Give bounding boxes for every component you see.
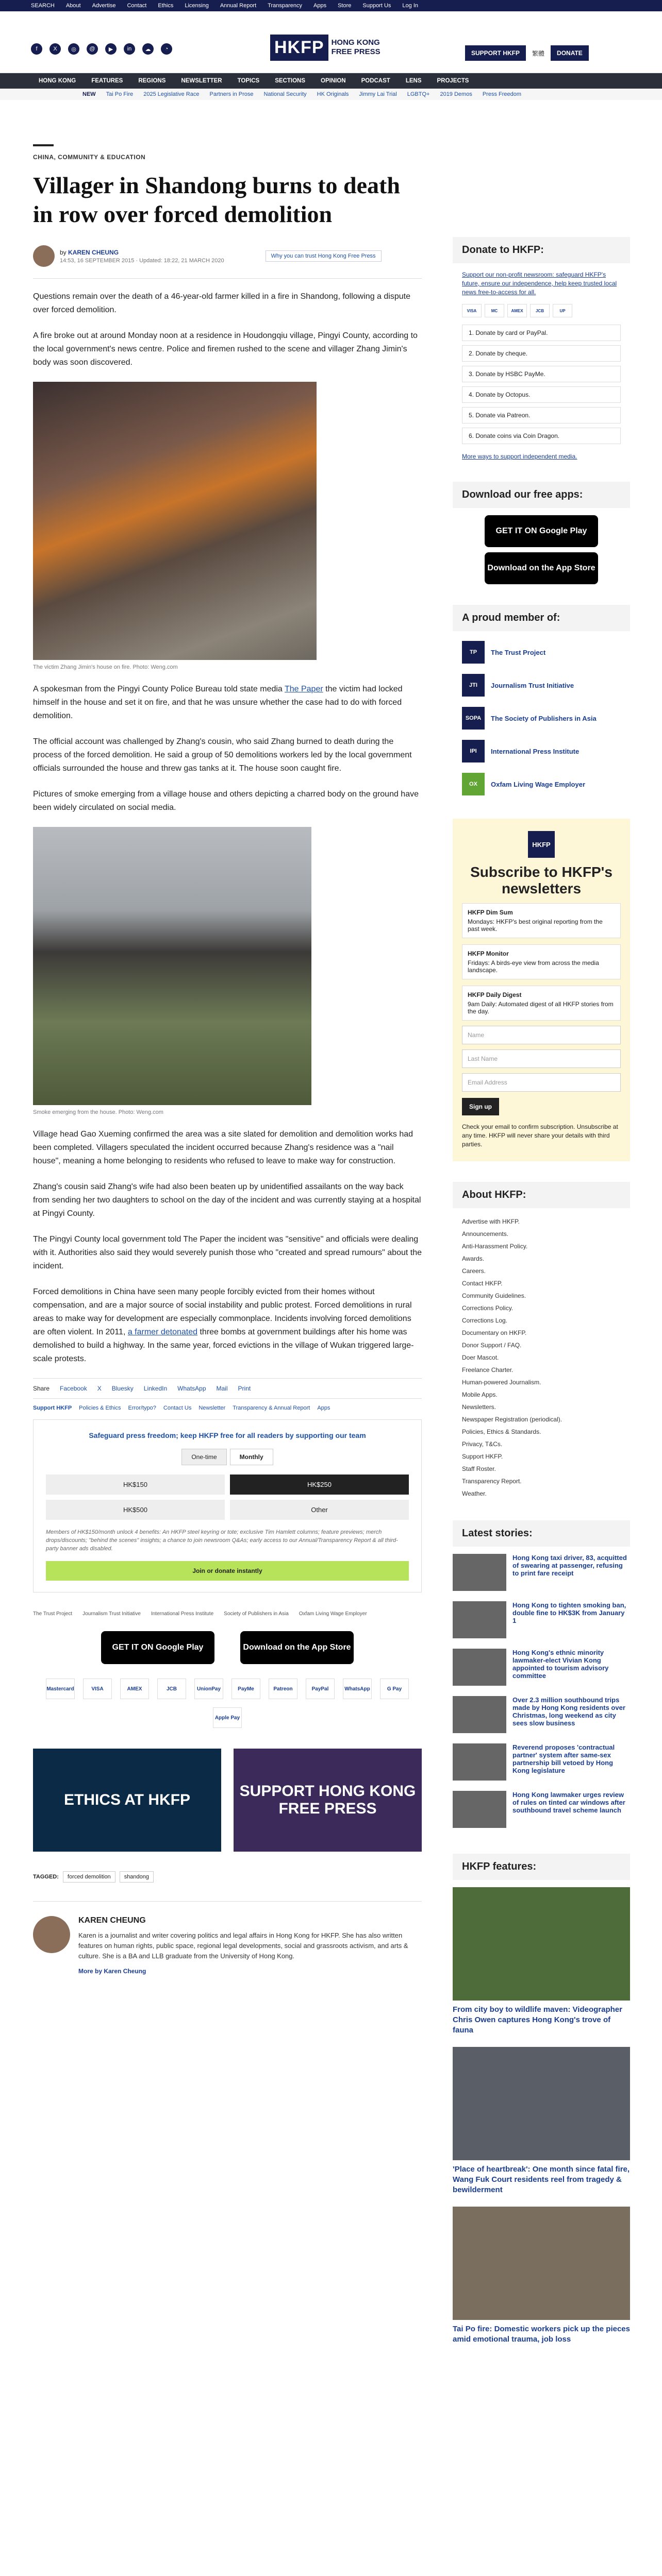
trust-promo-link[interactable]: Why you can trust Hong Kong Free Press	[266, 250, 382, 262]
about-link[interactable]: Staff Roster.	[462, 1465, 496, 1472]
sidebar-app-store-button[interactable]: Download on the App Store	[485, 552, 598, 584]
latest-heading: Latest stories:	[453, 1520, 630, 1547]
member-heading: A proud member of:	[453, 605, 630, 631]
about-link[interactable]: Support HKFP.	[462, 1453, 503, 1460]
facebook-icon[interactable]: f	[31, 43, 42, 55]
paragraph: Pictures of smoke emerging from a village house and others depicting a charred body on the ground have been widely circulated on social media.	[33, 790, 419, 812]
transparency-link[interactable]: Transparency & Annual Report	[233, 1405, 310, 1411]
main-nav	[0, 73, 662, 89]
site-logo[interactable]	[270, 30, 392, 65]
share-bar	[33, 1378, 422, 1399]
advertise-link[interactable]: Advertise	[92, 3, 116, 9]
header-actions	[465, 45, 589, 61]
farmer-link[interactable]: a farmer detonated	[127, 1328, 198, 1336]
tagged-label: TAGGED:	[33, 1874, 59, 1880]
paragraph: Questions remain over the death of a 46-year-old farmer killed in a fire in Shandong, following a dispute over forced demolition.	[33, 292, 410, 314]
share-mail[interactable]: Mail	[216, 1385, 228, 1392]
nav-podcast[interactable]: PODCAST	[361, 78, 390, 84]
donate-option[interactable]: 2. Donate by cheque.	[462, 345, 621, 362]
nav-regions[interactable]: REGIONS	[138, 78, 166, 84]
author-box-name[interactable]: KAREN CHEUNG	[78, 1916, 146, 1925]
share-facebook[interactable]: Facebook	[60, 1385, 87, 1392]
site-header	[0, 11, 662, 73]
about-link[interactable]: Mobile Apps.	[462, 1391, 498, 1398]
share-bluesky[interactable]: Bluesky	[111, 1385, 134, 1392]
trending-bar	[0, 89, 662, 100]
nav-hong-kong[interactable]: HONG KONG	[39, 78, 76, 84]
about-link[interactable]: About	[65, 3, 81, 9]
by-label: by	[60, 248, 67, 256]
about-link[interactable]: Corrections Log.	[462, 1317, 508, 1324]
newsletter-title: Subscribe to HKFP's newsletters	[470, 864, 613, 896]
member-logo[interactable]: IPI International Press Institute	[453, 737, 630, 765]
newsletter-note: Check your email to confirm subscription. Unsubscribe at any time. HKFP will never share your details with third parties.	[462, 1123, 618, 1148]
trending-link[interactable]: Partners in Prose	[209, 91, 254, 97]
google-pay-icon[interactable]: G Pay	[380, 1679, 409, 1699]
sidebar-payment-icons	[453, 304, 630, 317]
logo-mark: HKFP	[270, 35, 328, 61]
payment-methods	[33, 1679, 422, 1728]
trending-link[interactable]: National Security	[263, 91, 307, 97]
jcb-icon[interactable]: JCB	[157, 1679, 186, 1699]
new-label: NEW	[82, 91, 96, 97]
story-thumbnail	[453, 1649, 506, 1686]
about-link[interactable]: Newsletters.	[462, 1403, 496, 1411]
donate-widget	[33, 1419, 422, 1592]
about-link[interactable]: Policies, Ethics & Standards.	[462, 1428, 541, 1435]
article-date: 14:53, 16 SEPTEMBER 2015 · Updated: 18:22, 21 MARCH 2020	[60, 257, 224, 264]
the-paper-link[interactable]: The Paper	[284, 685, 323, 693]
author-name[interactable]: KAREN CHEUNG	[68, 248, 119, 256]
store-link[interactable]: Store	[338, 3, 352, 9]
story-thumbnail	[453, 1601, 506, 1638]
divider	[33, 278, 422, 279]
about-link[interactable]: Awards.	[462, 1255, 485, 1262]
latest-story[interactable]: Hong Kong to tighten smoking ban, double fine to HK$3K from January 1	[453, 1601, 630, 1649]
newsletter-link[interactable]: Newsletter	[198, 1405, 226, 1411]
donate-option[interactable]: 3. Donate by HSBC PayMe.	[462, 366, 621, 382]
story-thumbnail	[453, 1554, 506, 1591]
payme-icon[interactable]: PayMe	[231, 1679, 260, 1699]
feature-title[interactable]: Tai Po fire: Domestic workers pick up the pieces amid emotional trauma, job loss	[453, 2325, 630, 2344]
transparency-link[interactable]: Transparency	[268, 3, 302, 9]
member-logo[interactable]: TP The Trust Project	[453, 638, 630, 666]
donate-button[interactable]: DONATE	[551, 45, 589, 61]
about-link[interactable]: Weather.	[462, 1490, 487, 1497]
apps-link[interactable]: Apps	[317, 1405, 330, 1411]
nav-sections[interactable]: SECTIONS	[275, 78, 306, 84]
about-link[interactable]: Human-powered Journalism.	[462, 1379, 541, 1386]
ethics-link[interactable]: Ethics	[158, 3, 174, 9]
sopa-icon: SOPA	[462, 707, 485, 730]
nav-lens[interactable]: LENS	[405, 78, 422, 84]
feature-image[interactable]	[453, 2207, 630, 2320]
promo-banners	[33, 1749, 422, 1852]
sidebar	[453, 237, 630, 2345]
card-icon: MC	[485, 304, 504, 317]
unionpay-icon[interactable]: UnionPay	[194, 1679, 223, 1699]
paragraph: A spokesman from the Pingyi County Police Bureau told state media The Paper the victim had locked himself in the house and set it on fire, and that he was unsure whether the case had to do with forced demolition.	[33, 685, 403, 720]
tab-one-time[interactable]: One-time	[181, 1449, 226, 1465]
about-link[interactable]: Donor Support / FAQ.	[462, 1342, 522, 1349]
search-link[interactable]: SEARCH	[31, 3, 55, 9]
support-banner[interactable]: SUPPORT HONG KONG FREE PRESS	[234, 1749, 422, 1852]
trending-link[interactable]: Tai Po Fire	[106, 91, 134, 97]
article-title: Villager in Shandong burns to death in row over forced demolition	[33, 172, 400, 227]
member-logo[interactable]: SOPA The Society of Publishers in Asia	[453, 704, 630, 732]
donate-option[interactable]: 1. Donate by card or PayPal.	[462, 325, 621, 341]
ipi-logo[interactable]: International Press Institute	[151, 1611, 214, 1617]
instagram-icon[interactable]: ◎	[68, 43, 79, 55]
about-link[interactable]: Anti-Harassment Policy.	[462, 1243, 528, 1250]
latest-story[interactable]: Over 2.3 million southbound trips made by Hong Kong residents over Christmas, long weekend as city sees slow business	[453, 1696, 630, 1743]
join-button[interactable]: Join or donate instantly	[46, 1561, 409, 1581]
tag-link[interactable]: forced demolition	[63, 1871, 115, 1883]
signup-button[interactable]: Sign up	[462, 1098, 499, 1115]
features-heading: HKFP features:	[453, 1854, 630, 1880]
about-link[interactable]: Doer Mascot.	[462, 1354, 499, 1361]
nav-projects[interactable]: PROJECTS	[437, 78, 469, 84]
top-utility-bar	[0, 0, 662, 11]
author-box	[33, 1901, 422, 1975]
newsletter-option[interactable]: HKFP Daily Digest 9am Daily: Automated digest of all HKFP stories from the day.	[462, 986, 621, 1021]
feature-image[interactable]	[453, 1887, 630, 2001]
byline	[33, 245, 422, 267]
first-name-input[interactable]: Name	[462, 1026, 621, 1044]
amount-option[interactable]: HK$150	[46, 1475, 225, 1495]
apps-heading: Download our free apps:	[453, 482, 630, 508]
partner-logos	[33, 1611, 422, 1617]
nav-opinion[interactable]: OPINION	[321, 78, 346, 84]
share-linkedin[interactable]: LinkedIn	[143, 1385, 168, 1392]
paragraph: The Pingyi County local government told The Paper the incident was "sensitive" and officials were dealing with it. Authorities also said they would severely punish those who "created and spread rumours" about the incident.	[33, 1235, 422, 1270]
member-logo[interactable]: OX Oxfam Living Wage Employer	[453, 770, 630, 798]
language-link[interactable]: 繁體	[532, 49, 545, 57]
paragraph: Forced demolitions in China have seen many people forcibly evicted from their homes without compensation, and are a major source of social instability and public protest. Forced demolitions in rural areas to make way for development are especially commonplace. Incidents involving forced demolitions are often violent. In 2011, a farmer detonated three bombs at government buildings after his home was demolished to build a highway. In the same year, forced evictions in the village of Wukan triggered large-scale protests.	[33, 1287, 414, 1363]
feature-title[interactable]: From city boy to wildlife maven: Videographer Chris Owen captures Hong Kong's trove of fauna	[453, 2005, 622, 2035]
about-link[interactable]: Documentary on HKFP.	[462, 1329, 527, 1336]
typo-link[interactable]: Error/typo?	[128, 1405, 156, 1411]
app-store-button[interactable]: Download on the App Store	[240, 1631, 354, 1664]
donate-widget-title: Safeguard press freedom; keep HKFP free for all readers by supporting our team	[89, 1431, 366, 1439]
paragraph: Village head Gao Xueming confirmed the area was a site slated for demolition and demolition works had been completed. Villagers speculated the incident occurred because Zhang's residence was a "nail house", meaning a home belonging to residents who refused to leave to make way for construction.	[33, 1130, 413, 1165]
more-ways-link[interactable]: More ways to support independent media.	[462, 453, 577, 460]
login-link[interactable]: Log In	[402, 3, 418, 9]
trust-project-icon: TP	[462, 641, 485, 664]
latest-story[interactable]: Hong Kong lawmaker urges review of rules on tinted car windows after southbound travel scheme launch	[453, 1791, 630, 1838]
story-thumbnail	[453, 1696, 506, 1733]
email-input[interactable]: Email Address	[462, 1073, 621, 1092]
more-by-author-link[interactable]: More by Karen Cheung	[78, 1968, 146, 1975]
latest-story[interactable]: Reverend proposes 'contractual partner' system after same-sex partnership bill vetoed by Hong Kong legislature	[453, 1743, 630, 1791]
bluesky-icon[interactable]: ☁	[142, 43, 154, 55]
donate-text: Support our non-profit newsroom: safeguard HKFP's future, ensure our independence, help keep trusted local news free-to-access for all.	[462, 271, 617, 296]
amex-icon[interactable]: AMEX	[120, 1679, 149, 1699]
story-thumbnail	[453, 1791, 506, 1828]
fire-photo	[33, 382, 317, 660]
share-whatsapp[interactable]: WhatsApp	[177, 1385, 206, 1392]
apps-link[interactable]: Apps	[313, 3, 327, 9]
trending-link[interactable]: Jimmy Lai Trial	[359, 91, 397, 97]
trending-link[interactable]: 2025 Legislative Race	[143, 91, 200, 97]
contact-link[interactable]: Contact Us	[163, 1405, 192, 1411]
sidebar-google-play-button[interactable]: GET IT ON Google Play	[485, 515, 598, 547]
feature-image[interactable]	[453, 2047, 630, 2160]
tags	[33, 1871, 422, 1883]
nav-features[interactable]: FEATURES	[91, 78, 123, 84]
newsletter-signup	[453, 819, 630, 1161]
google-play-button[interactable]: GET IT ON Google Play	[101, 1631, 214, 1664]
visa-icon[interactable]: VISA	[83, 1679, 112, 1699]
annual-report-link[interactable]: Annual Report	[220, 3, 257, 9]
about-link[interactable]: Community Guidelines.	[462, 1292, 526, 1299]
donate-option[interactable]: 4. Donate by Octopus.	[462, 386, 621, 403]
about-link[interactable]: Transparency Report.	[462, 1478, 522, 1485]
trending-link[interactable]: HK Originals	[317, 91, 349, 97]
donate-heading: Donate to HKFP:	[453, 237, 630, 263]
hkfp-badge-icon: HKFP	[528, 831, 555, 858]
trust-project-logo[interactable]: The Trust Project	[33, 1611, 73, 1617]
donate-frequency-tabs	[46, 1449, 409, 1465]
app-download-buttons	[33, 1631, 422, 1664]
threads-icon[interactable]: @	[87, 43, 98, 55]
social-icons	[31, 43, 172, 55]
about-link[interactable]: Corrections Policy.	[462, 1304, 514, 1312]
share-label: Share	[33, 1385, 50, 1392]
trending-link[interactable]: Press Freedom	[482, 91, 522, 97]
article-main	[33, 144, 422, 1975]
x-icon[interactable]: X	[49, 43, 61, 55]
about-link[interactable]: Advertise with HKFP.	[462, 1218, 520, 1225]
donate-options	[453, 325, 630, 444]
about-link[interactable]: Privacy, T&Cs.	[462, 1440, 503, 1448]
paragraph: The official account was challenged by Zhang's cousin, who said Zhang burned to death during the process of the forced demolition. He said a group of 50 demolitions workers led by the local government officials surrounded the house and threw gas tanks at it. The house soon caught fire.	[33, 737, 412, 773]
amount-other[interactable]: Other	[230, 1500, 409, 1520]
author-avatar	[33, 1916, 70, 1953]
card-icon: VISA	[462, 304, 482, 317]
oxfam-logo[interactable]: Oxfam Living Wage Employer	[299, 1611, 367, 1617]
contact-link[interactable]: Contact	[127, 3, 147, 9]
linkedin-icon[interactable]: in	[124, 43, 135, 55]
share-x[interactable]: X	[97, 1385, 102, 1392]
share-print[interactable]: Print	[238, 1385, 251, 1392]
latest-story[interactable]: Hong Kong taxi driver, 83, acquitted of swearing at passenger, refusing to print fare receipt	[453, 1554, 630, 1601]
support-links	[33, 1405, 422, 1411]
last-name-input[interactable]: Last Name	[462, 1049, 621, 1068]
donation-amounts	[46, 1475, 409, 1520]
story-thumbnail	[453, 1743, 506, 1781]
paragraph: A fire broke out at around Monday noon at a residence in Houdongqiu village, Pingyi County, according to the local government's news centre. Police and firemen rushed to the scene and villager Zhang Jimin's body was soon discovered.	[33, 331, 418, 367]
about-heading: About HKFP:	[453, 1182, 630, 1208]
card-icon: JCB	[530, 304, 550, 317]
tab-monthly[interactable]: Monthly	[230, 1449, 273, 1465]
ipi-icon: IPI	[462, 740, 485, 762]
youtube-icon[interactable]: ▶	[105, 43, 117, 55]
latest-story[interactable]: Hong Kong's ethnic minority lawmaker-elect Vivian Kong appointed to tourism advisory committee	[453, 1649, 630, 1696]
about-link[interactable]: Announcements.	[462, 1230, 509, 1238]
nav-topics[interactable]: TOPICS	[237, 78, 260, 84]
donate-option[interactable]: 6. Donate coins via Coin Dragon.	[462, 428, 621, 444]
support-us-link[interactable]: Support Us	[362, 3, 391, 9]
member-benefits: Members of HK$150/month unlock 4 benefits: An HKFP steel keyring or tote; exclusive Tim Hamlett columns; feature previews; merch drops/discounts; "behind the scenes" insights; a chance to join newsroom Q&As; early access to our Annual/Transparency Report & all third-party banner ads disabled.	[46, 1529, 398, 1552]
smoke-photo	[33, 827, 311, 1105]
mastercard-icon[interactable]: Mastercard	[46, 1679, 75, 1699]
divider	[33, 144, 54, 146]
sopa-logo[interactable]: Society of Publishers in Asia	[224, 1611, 289, 1617]
licensing-link[interactable]: Licensing	[185, 3, 209, 9]
amount-option[interactable]: HK$500	[46, 1500, 225, 1520]
trending-link[interactable]: LGBTQ+	[407, 91, 430, 97]
trending-link[interactable]: 2019 Demos	[440, 91, 472, 97]
support-hkfp-link[interactable]: Support HKFP	[33, 1405, 72, 1411]
article-category[interactable]: CHINA, COMMUNITY & EDUCATION	[33, 154, 146, 161]
patreon-icon[interactable]: Patreon	[269, 1679, 297, 1699]
amount-option[interactable]: HK$250	[230, 1475, 409, 1495]
jti-logo[interactable]: Journalism Trust Initiative	[82, 1611, 141, 1617]
author-avatar	[33, 245, 55, 267]
whatsapp-icon[interactable]: WhatsApp	[343, 1679, 372, 1699]
jti-icon: JTI	[462, 674, 485, 697]
paypal-icon[interactable]: PayPal	[306, 1679, 335, 1699]
about-link[interactable]: Freelance Charter.	[462, 1366, 514, 1374]
about-link[interactable]: Newspaper Registration (periodical).	[462, 1416, 562, 1423]
apple-pay-icon[interactable]: Apple Pay	[213, 1707, 242, 1728]
about-link[interactable]: Contact HKFP.	[462, 1280, 503, 1287]
nav-newsletter[interactable]: NEWSLETTER	[181, 78, 222, 84]
newsletter-option[interactable]: HKFP Monitor Fridays: A birds-eye view from across the media landscape.	[462, 944, 621, 979]
author-bio: Karen is a journalist and writer covering politics and legal affairs in Hong Kong for HKFP. She has also written features on human rights, public space, regional legal developments, social and grassroots activism, and arts & culture. She is a BA and LLB graduate from the University of Hong Kong.	[78, 1931, 408, 1960]
feature-title[interactable]: 'Place of heartbreak': One month since fatal fire, Wang Fuk Court residents reel from tragedy & bewilderment	[453, 2165, 630, 2194]
card-icon: AMEX	[507, 304, 527, 317]
support-hkfp-button[interactable]: SUPPORT HKFP	[465, 45, 526, 61]
photo-caption: The victim Zhang Jimin's house on fire. Photo: Weng.com	[33, 664, 178, 670]
rss-icon[interactable]: ◔	[161, 43, 172, 55]
about-link[interactable]: Careers.	[462, 1267, 486, 1275]
newsletter-option[interactable]: HKFP Dim Sum Mondays: HKFP's best original reporting from the past week.	[462, 903, 621, 938]
oxfam-icon: OX	[462, 773, 485, 795]
photo-caption: Smoke emerging from the house. Photo: Weng.com	[33, 1109, 163, 1115]
member-logo[interactable]: JTI Journalism Trust Initiative	[453, 671, 630, 699]
tag-link[interactable]: shandong	[120, 1871, 154, 1883]
donate-option[interactable]: 5. Donate via Patreon.	[462, 407, 621, 423]
ethics-banner[interactable]: ETHICS AT HKFP	[33, 1749, 221, 1852]
card-icon: UP	[553, 304, 572, 317]
policies-link[interactable]: Policies & Ethics	[79, 1405, 121, 1411]
logo-text: HONG KONG FREE PRESS	[331, 38, 380, 56]
paragraph: Zhang's cousin said Zhang's wife had also been beaten up by unidentified assailants on the way back from sending her two daughters to school on the day of the incident and was currently staying at a hospital at Pingyi County.	[33, 1182, 421, 1218]
about-links	[453, 1215, 630, 1500]
